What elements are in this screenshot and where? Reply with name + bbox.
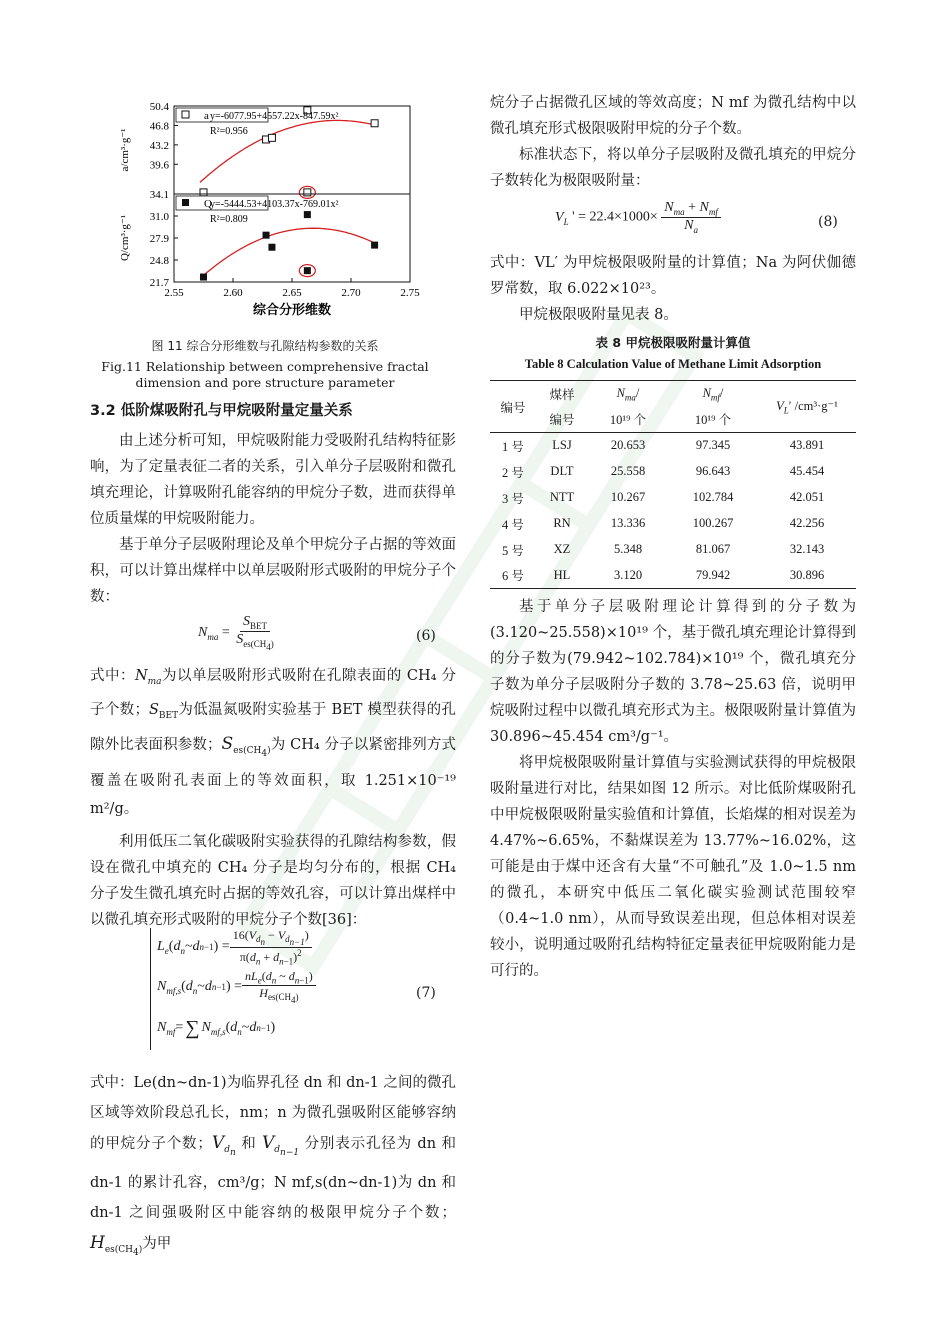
right-para-2: 标准状态下，将以单分子层吸附及微孔填充的甲烷分子数转化为极限吸附量： (490, 147, 856, 189)
right-column (490, 90, 856, 194)
x-tick-label: 2.70 (341, 287, 361, 299)
data-point (371, 120, 378, 127)
left-para-5: 式中：Le(dn~dn-1)为临界孔径 dn 和 dn-1 之间的微孔区域等效阶段总孔长，nm；n 为微孔强吸附区能够容纳的甲烷分子个数；$V_{d_n}$ 和 $V_{d_{n-1}}$ 分别表示孔径为 dn 和 dn-1 的累计孔容，cm³/g；N mf,s(dn~dn-1)为 dn 和 dn-1 之间强吸附区中能容纳的极限甲烷分子个数；$H_{es(CH_4)}$为甲 (90, 1075, 457, 1258)
legend-label: Q (204, 198, 212, 210)
col-header-id: 编号 (500, 400, 526, 415)
equation-6-number: (6) (416, 628, 436, 644)
table-row (490, 459, 856, 485)
left-column (90, 428, 456, 610)
y-tick-label: 31.0 (149, 211, 169, 223)
x-tick-label: 2.65 (282, 287, 302, 299)
equation-8: $V_L$ ' = 22.4×1000× $\frac{N_{ma} + N_{mf}}{N_a}$ (555, 200, 721, 235)
table-cell: NTT (549, 490, 575, 504)
col-header-nmf: $N_{mf}/$ (702, 385, 724, 402)
y-tick-label: 27.9 (149, 233, 169, 245)
table-cell: 3.120 (613, 567, 643, 582)
y-tick-label: 21.7 (149, 277, 169, 289)
left-para-4: 利用低压二氧化碳吸附实验获得的孔隙结构参数，假设在微孔中填充的 CH₄ 分子是均匀分布的，根据 CH₄ 分子发生微孔填充时占据的等效孔容，可以计算出煤样中以微孔填充形式吸附的甲烷分子个数[36]： (90, 834, 456, 929)
table-cell: 6 号 (502, 569, 524, 584)
table-cell: 100.267 (692, 516, 734, 530)
y-tick-label: 43.2 (149, 139, 169, 152)
table-cell: 5.348 (613, 542, 643, 556)
table-cell: 102.784 (692, 490, 734, 504)
right-para-3: 式中：VL′ 为甲烷极限吸附量的计算值；Na 为阿伏伽德罗常数，取 6.022×10²³。 (490, 255, 856, 297)
table-cell: 13.336 (610, 516, 646, 530)
left-para-3: 式中：$N_{ma}$为以单层吸附形式吸附在孔隙表面的 CH₄ 分子个数；$S_{BET}$为低温氮吸附实验基于 BET 模型获得的孔隙外比表面积参数；$S_{es(CH_4)}$为 CH₄ 分子以紧密排列方式覆盖在吸附孔表面上的等效面积，取 1.251×10⁻¹⁹ m²/g。 (90, 668, 456, 818)
y-tick-label: 24.8 (149, 255, 169, 267)
equation-6: $N_{ma}$ = $\frac{S_{BET}}{S_{es(CH_4)}}$ (198, 614, 274, 652)
table-cell: 20.653 (610, 438, 646, 453)
data-point (200, 274, 207, 281)
chart-figure (112, 98, 442, 328)
y-tick-label: 39.6 (149, 159, 169, 172)
table-cell: 3 号 (502, 491, 524, 506)
y-axis-label: Q/cm³·g⁻¹ (119, 214, 131, 262)
table-cell: 32.143 (789, 542, 825, 556)
equation-7: $L_e$ ( $d_n$ ~ d n−1 ) = $\frac{16(V_{d_n} - V_{d_{n-1}})}{\pi(d_n + d_{n-1})^2}$ $N_{mf,s}$ ( $d_n$ ~ d n−1 ) = $\frac{nL_e(d_n \sim d_{n-1})}{H_{es(CH_4)}}$ $N_{mf}$ = ∑ $N_{mf,s}$ ( $d_n$ ~ d n−1 ) (150, 928, 357, 1050)
table-cell: 2 号 (502, 465, 524, 480)
table-cell: 30.896 (789, 567, 825, 582)
x-tick-label: 2.60 (223, 287, 243, 299)
left-para-1: 由上述分析可知，甲烷吸附能力受吸附孔结构特征影响，为了定量表征二者的关系，引入单分子层吸附和微孔填充理论，计算吸附孔能容纳的甲烷分子数，进而获得单位质量煤的甲烷吸附能力。 (90, 433, 456, 527)
right-column-2 (490, 250, 856, 328)
data-point (263, 232, 270, 239)
right-column-3 (490, 594, 856, 984)
y-axis-label: a/cm³·g⁻¹ (119, 128, 131, 172)
table-cell: 43.891 (789, 438, 825, 453)
legend-label: a (204, 110, 209, 122)
x-axis-label: 综合分形维数 (252, 303, 332, 318)
table-title-cn: 表 8 甲烷极限吸附量计算值 (595, 335, 751, 350)
y-tick-label: 46.8 (149, 120, 169, 133)
table-cell: XZ (553, 542, 571, 556)
table-cell: RN (553, 516, 571, 530)
section-title: 3.2 低阶煤吸附孔与甲烷吸附量定量关系 (90, 403, 353, 419)
data-point (371, 242, 378, 249)
table-cell: 42.256 (789, 516, 825, 530)
table-cell: LSJ (552, 438, 572, 453)
figure-caption-cn: 图 11 综合分形维数与孔隙结构参数的关系 (151, 339, 379, 353)
table-cell: 81.067 (695, 542, 731, 556)
table-cell: 42.051 (789, 490, 825, 504)
table-cell: 5 号 (502, 543, 524, 558)
col-header-sample-2: 编号 (549, 413, 575, 428)
data-point (268, 244, 275, 251)
table-cell: 79.942 (695, 567, 731, 582)
figure-caption-en-2: dimension and pore structure parameter (135, 375, 395, 390)
table-row (490, 433, 856, 459)
col-header-nma-unit: 10¹⁹ 个 (609, 413, 647, 428)
fit-curve (200, 228, 377, 278)
right-para-5: 基于单分子层吸附理论计算得到的分子数为(3.120~25.558)×10¹⁹ 个，基于微孔填充理论计算得到的分子数为(79.942~102.784)×10¹⁹ 个，微孔填充分子数为单分子层吸附分子数的 3.78~25.63 倍，说明甲烷吸附过程中以微孔填充形式为主。极限吸附量计算值为 30.896~45.454 cm³/g⁻¹。 (490, 599, 856, 745)
data-point (304, 211, 311, 218)
data-table (490, 380, 856, 589)
data-point (268, 134, 275, 141)
table-cell: 4 号 (502, 517, 524, 532)
legend-marker (182, 111, 189, 118)
col-header-nmf-unit: 10¹⁹ 个 (694, 413, 732, 428)
legend-marker (182, 199, 189, 206)
right-para-6: 将甲烷极限吸附量计算值与实验测试获得的甲烷极限吸附量进行对比，结果如图 12 所示。对比低阶煤吸附孔中甲烷极限吸附量实验值和计算值，长焰煤的相对误差为 4.47%~6.65%，不黏煤误差为 13.77%~16.02%，这可能是由于煤中还含有大量“不可触孔”及 1.0~1.5 nm 的微孔，本研究中低压二氧化碳实验测试范围较窄（0.4~1.0 nm），从而导致误差出现，但总体相对误差较小，说明通过吸附孔结构特征定量表征甲烷吸附能力是可行的。 (490, 755, 856, 979)
data-point (200, 189, 207, 196)
table-cell: 10.267 (610, 490, 646, 504)
col-header-sample: 煤样 (549, 387, 575, 402)
right-para-1: 烷分子占据微孔区域的等效高度；N mf 为微孔结构中以微孔填充形式极限吸附甲烷的分子个数。 (490, 95, 856, 137)
left-para-2: 基于单分子层吸附理论及单个甲烷分子占据的等效面积，可以计算出煤样中以单层吸附形式吸附的甲烷分子个数： (90, 537, 456, 605)
x-tick-label: 2.75 (400, 287, 420, 299)
figure-caption-en-1: Fig.11 Relationship between comprehensive fractal (101, 359, 429, 374)
col-header-vl: $V_L'$ /cm³·g⁻¹ (776, 398, 838, 416)
left-column-2 (90, 662, 456, 933)
table-row (490, 563, 856, 589)
fit-r2: R²=0.956 (210, 126, 248, 137)
table-row (490, 537, 856, 563)
equation-7-number: (7) (416, 985, 436, 1001)
right-para-4: 甲烷极限吸附量见表 8。 (519, 307, 678, 323)
equation-8-number: (8) (818, 214, 838, 230)
table-cell: HL (553, 567, 571, 582)
table-cell: 45.454 (789, 464, 825, 478)
table-row (490, 485, 856, 511)
data-point (304, 189, 311, 196)
data-point (304, 267, 311, 274)
x-tick-label: 2.55 (164, 287, 184, 299)
table-cell: 96.643 (695, 464, 731, 478)
table-title-en: Table 8 Calculation Value of Methane Limit Adsorption (524, 357, 822, 371)
fit-r2: R²=0.809 (210, 214, 248, 225)
fit-equation: y=-5444.53+4103.37x-769.01x² (210, 199, 339, 210)
table-cell: 97.345 (695, 438, 731, 453)
table-row (490, 511, 856, 537)
table-cell: DLT (550, 464, 574, 478)
col-header-nma: $N_{ma}/$ (616, 385, 640, 402)
y-tick-label: 50.4 (149, 101, 169, 113)
table-cell: 1 号 (502, 439, 524, 454)
fit-equation: y=-6077.95+4557.22x-847.59x² (210, 111, 339, 122)
table-cell: 25.558 (610, 464, 646, 478)
y-tick-label: 34.1 (149, 189, 169, 201)
left-column-3 (90, 1068, 456, 1267)
